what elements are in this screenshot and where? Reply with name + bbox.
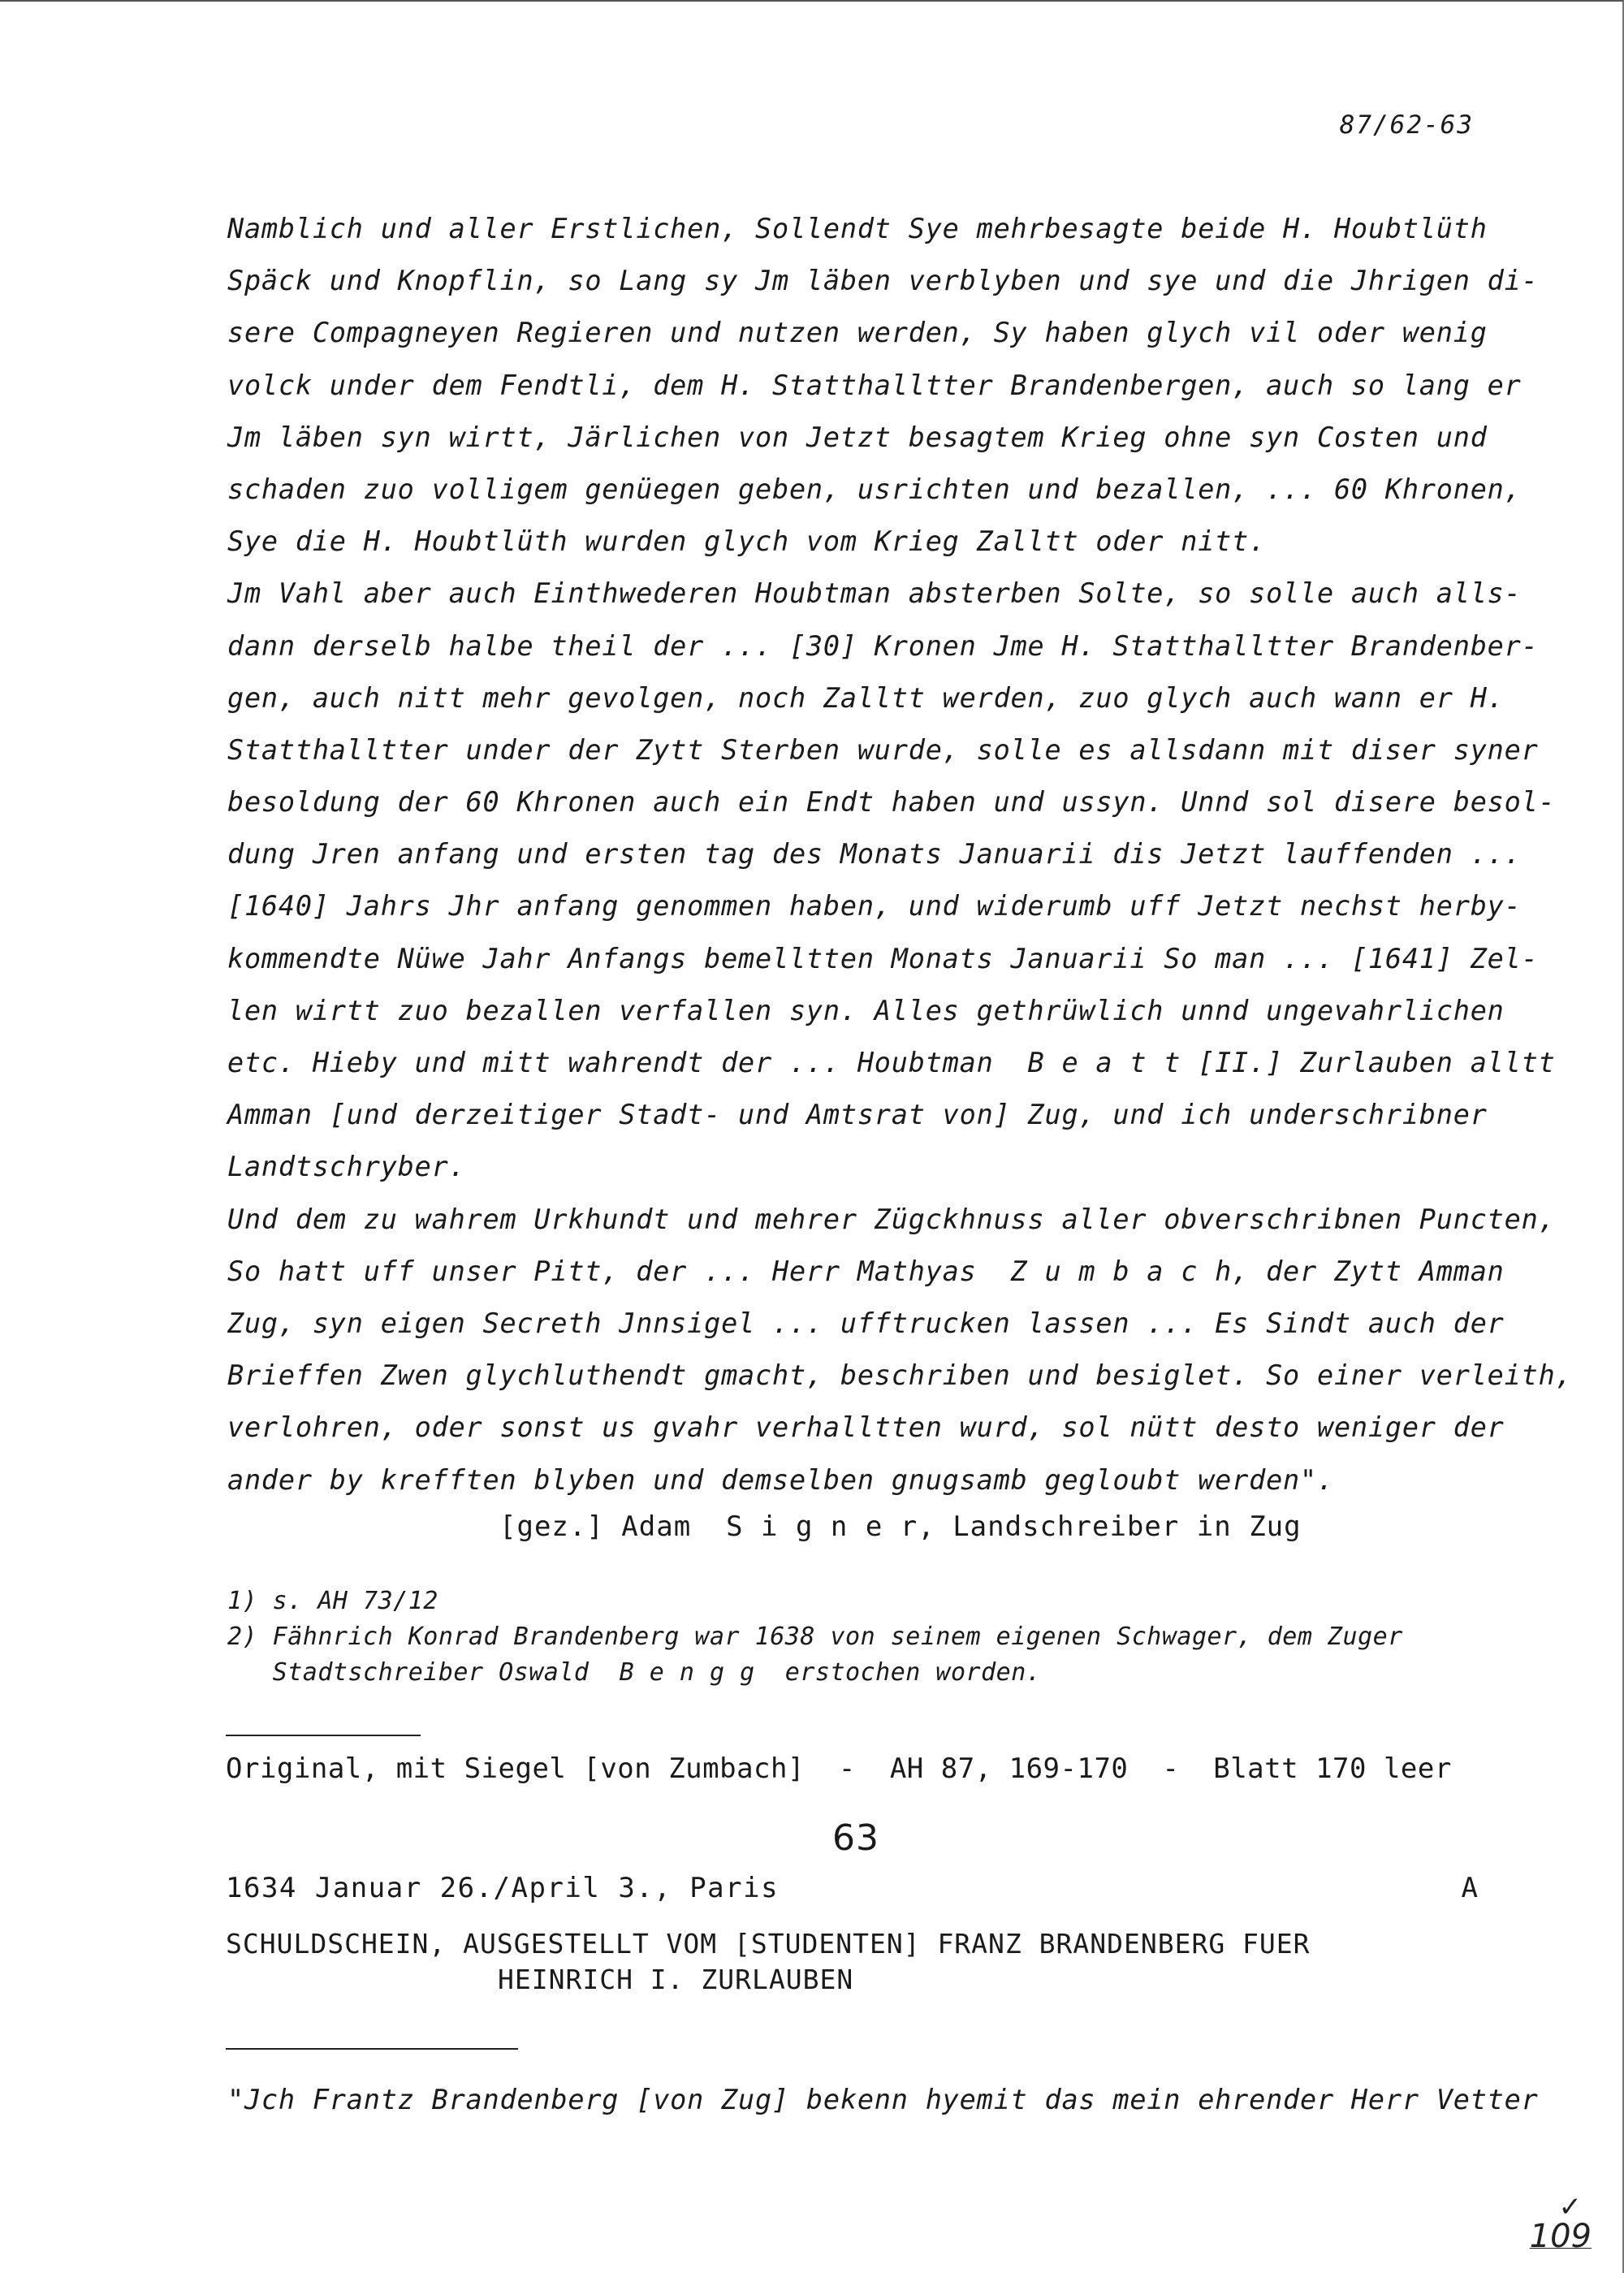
footnote-2-continued: Stadtschreiber Oswald B e n g g erstochen worden. [227,1658,1042,1687]
text-line: Brieffen Zwen glychluthendt gmacht, beschriben und besiglet. So einer verleith, [227,1359,1573,1392]
document-number: 63 [832,1817,879,1859]
text-line: dann derselb halbe theil der ... [30] Kronen Jme H. Statthalltter Brandenber- [227,629,1539,662]
document-title [226,1926,1311,1998]
date-line: 1634 Januar 26./April 3., Paris [226,1872,780,1904]
text-line: Sye die H. Houbtlüth wurden glych vom Krieg Zalltt oder nitt. [227,525,1267,558]
separator-rule [226,1735,421,1736]
title-line: SCHULDSCHEIN, AUSGESTELLT VOM [STUDENTEN] FRANZ BRANDENBERG FUER [226,1928,1311,1960]
footnote-2: 2) Fähnrich Konrad Brandenberg war 1638 von seinem eigenen Schwager, dem Zuger [227,1623,1403,1651]
text-line: etc. Hieby und mitt wahrendt der ... Houbtman B e a t t [II.] Zurlauben alltt [227,1047,1556,1078]
signature-line: [gez.] Adam S i g n e r, Landschreiber in Zug [499,1510,1302,1543]
text-line: besoldung der 60 Khronen auch ein Endt haben und ussyn. Unnd sol disere besol- [227,786,1556,819]
page-number: 87/62-63 [1339,110,1474,140]
separator-rule [226,2048,518,2050]
text-line: dung Jren anfang und ersten tag des Monats Januarii dis Jetzt lauffenden ... [227,838,1522,871]
footnotes [227,1584,1403,1691]
text-line: Und dem zu wahrem Urkhundt und mehrer Zügckhnuss aller obverschribnen Puncten, [227,1203,1556,1235]
archive-mark [1529,2191,1592,2255]
text-line: schaden zuo volligem genüegen geben, usrichten und bezallen, ... 60 Khronen, [227,473,1522,505]
text-line: Landtschryber. [227,1151,466,1183]
text-line: So hatt uff unser Pitt, der ... Herr Mathyas Z u m b a c h, der Zytt Amman [227,1255,1505,1287]
text-line: Jm läben syn wirtt, Järlichen von Jetzt besagtem Krieg ohne syn Costen und [227,421,1488,453]
archive-number: 109 [1529,2218,1592,2255]
title-line: HEINRICH I. ZURLAUBEN [498,1964,854,1995]
text-line: Amman [und derzeitiger Stadt- und Amtsrat von] Zug, und ich underschribner [227,1099,1488,1131]
text-line: Statthalltter under der Zytt Sterben wurde, solle es allsdann mit diser syner [227,733,1539,766]
text-line: [1640] Jahrs Jhr anfang genommen haben, und widerumb uff Jetzt nechst herby- [227,890,1522,923]
text-line: Jm Vahl aber auch Einthwederen Houbtman absterben Solte, so solle auch alls- [227,577,1522,610]
text-line: verlohren, oder sonst us gvahr verhalltten wurd, sol nütt desto weniger der [227,1411,1505,1444]
footnote-1: 1) s. AH 73/12 [227,1587,438,1615]
check-mark-icon: ✓ [1558,2191,1582,2223]
main-text [227,203,1573,1506]
text-line: sere Compagneyen Regieren und nutzen werden, Sy haben glych vil oder wenig [227,317,1488,349]
text-line: Späck und Knopflin, so Lang sy Jm läben verblyben und sye und die Jhrigen di- [227,265,1539,297]
text-line: len wirtt zuo bezallen verfallen syn. Alles gethrüwlich unnd ungevahrlichen [227,994,1505,1026]
text-line: ander by krefften blyben und demselben gnugsamb gegloubt werden". [227,1463,1334,1496]
text-line: gen, auch nitt mehr gevolgen, noch Zalltt werden, zuo glych auch wann er H. [227,681,1505,714]
text-line: volck under dem Fendtli, dem H. Statthalltter Brandenbergen, auch so lang er [227,369,1522,401]
text-line: Namblich und aller Erstlichen, Sollendt Sye mehrbesagte beide H. Houbtlüth [227,213,1488,244]
text-line: kommendte Nüwe Jahr Anfangs bemelltten Monats Januarii So man ... [1641] Zel- [227,942,1539,974]
document-class: A [1461,1872,1478,1904]
source-line: Original, mit Siegel [von Zumbach] - AH 87, 169-170 - Blatt 170 leer [226,1752,1452,1785]
quote-start: "Jch Frantz Brandenberg [von Zug] bekenn hyemit das mein ehrender Herr Vetter [227,2084,1539,2115]
text-line: Zug, syn eigen Secreth Jnnsigel ... ufftrucken lassen ... Es Sindt auch der [227,1307,1505,1339]
